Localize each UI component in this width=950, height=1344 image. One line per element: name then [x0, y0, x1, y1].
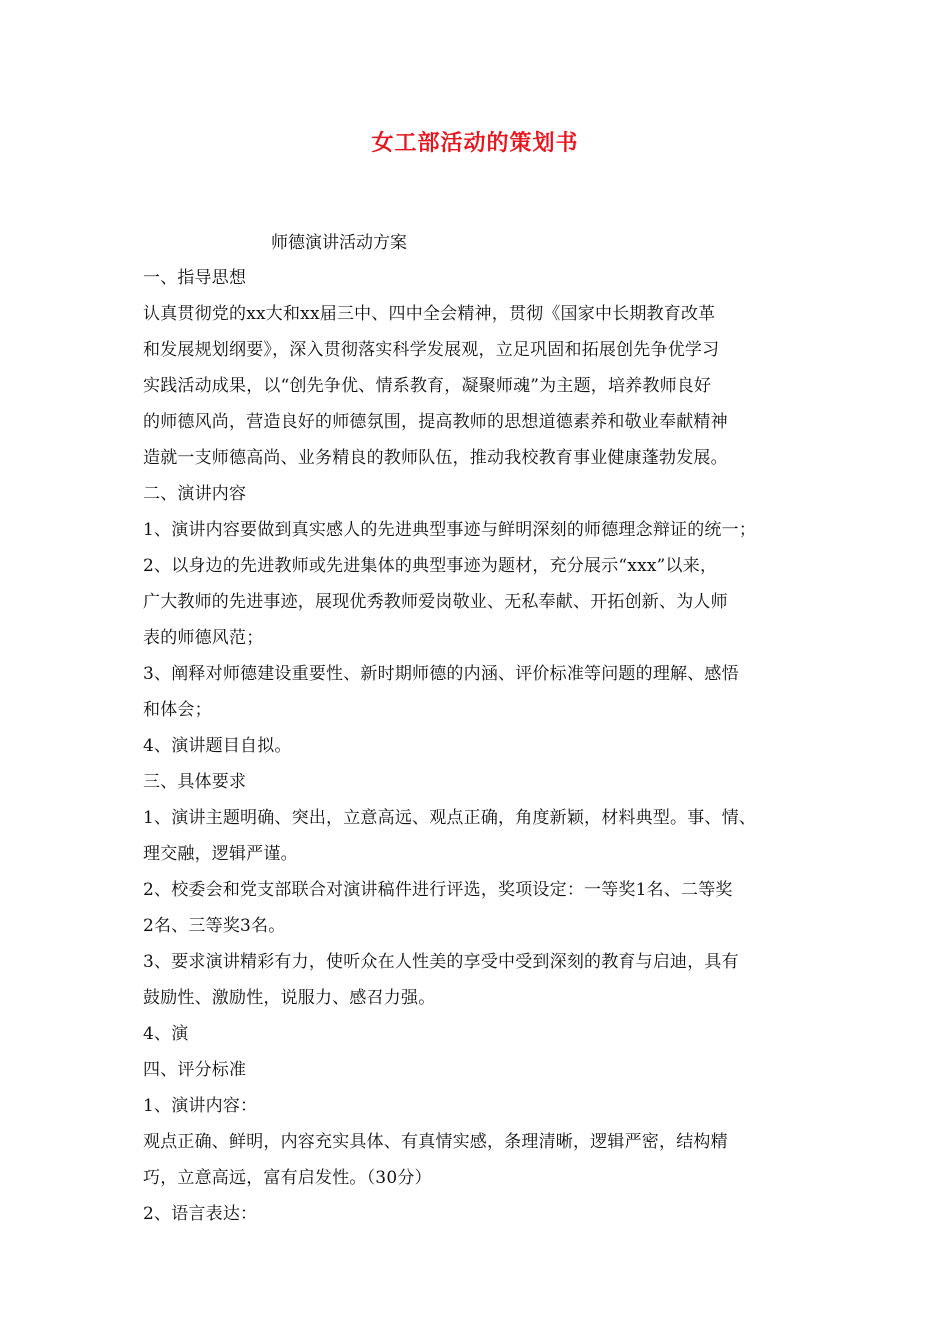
body-line: 二、演讲内容 — [143, 484, 247, 504]
body-line: 4、演讲题目自拟。 — [143, 736, 292, 756]
body-line: 四、评分标准 — [143, 1060, 247, 1080]
body-line: 2名、三等奖3名。 — [143, 916, 286, 936]
body-line: 和体会； — [143, 700, 212, 720]
body-line: 1、演讲内容： — [143, 1096, 258, 1116]
body-line: 2、语言表达： — [143, 1204, 258, 1224]
body-line: 1、演讲主题明确、突出，立意高远、观点正确，角度新颖，材料典型。事、情、 — [143, 808, 757, 828]
body-line: 和发展规划纲要》，深入贯彻落实科学发展观，立足巩固和拓展创先争优学习 — [143, 340, 720, 360]
body-line: 一、指导思想 — [143, 268, 247, 288]
body-line: 3、阐释对师德建设重要性、新时期师德的内涵、评价标准等问题的理解、感悟 — [143, 664, 739, 684]
body-line: 表的师德风范； — [143, 628, 264, 648]
body-line: 2、以身边的先进教师或先进集体的典型事迹为题材，充分展示“xxx”以来， — [143, 556, 718, 576]
body-line: 造就一支师德高尚、业务精良的教师队伍，推动我校教育事业健康蓬勃发展。 — [143, 448, 728, 468]
body-line: 实践活动成果，以“创先争优、情系教育，凝聚师魂”为主题，培养教师良好 — [143, 376, 712, 396]
document-title: 女工部活动的策划书 — [371, 131, 579, 156]
body-line: 的师德风尚，营造良好的师德氛围，提高教师的思想道德素养和敬业奉献精神 — [143, 412, 728, 432]
document-body — [143, 260, 833, 1232]
body-line: 3、要求演讲精彩有力，使听众在人性美的享受中受到深刻的教育与启迪，具有 — [143, 952, 739, 972]
body-line: 认真贯彻党的xx大和xx届三中、四中全会精神，贯彻《国家中长期教育改革 — [143, 304, 716, 324]
body-line: 广大教师的先进事迹，展现优秀教师爱岗敬业、无私奉献、开拓创新、为人师 — [143, 592, 728, 612]
body-line: 1、演讲内容要做到真实感人的先进典型事迹与鲜明深刻的师德理念辩证的统一； — [143, 520, 757, 540]
body-line: 理交融，逻辑严谨。 — [143, 844, 298, 864]
body-line: 巧，立意高远，富有启发性。（30分） — [143, 1168, 432, 1188]
body-line: 观点正确、鲜明，内容充实具体、有真情实感，条理清晰，逻辑严密，结构精 — [143, 1132, 728, 1152]
body-line: 三、具体要求 — [143, 772, 247, 792]
body-line: 2、校委会和党支部联合对演讲稿件进行评选，奖项设定：一等奖1名、二等奖 — [143, 880, 733, 900]
body-line: 鼓励性、激励性，说服力、感召力强。 — [143, 988, 436, 1008]
document-subtitle: 师德演讲活动方案 — [271, 233, 407, 253]
body-line: 4、演 — [143, 1024, 189, 1044]
